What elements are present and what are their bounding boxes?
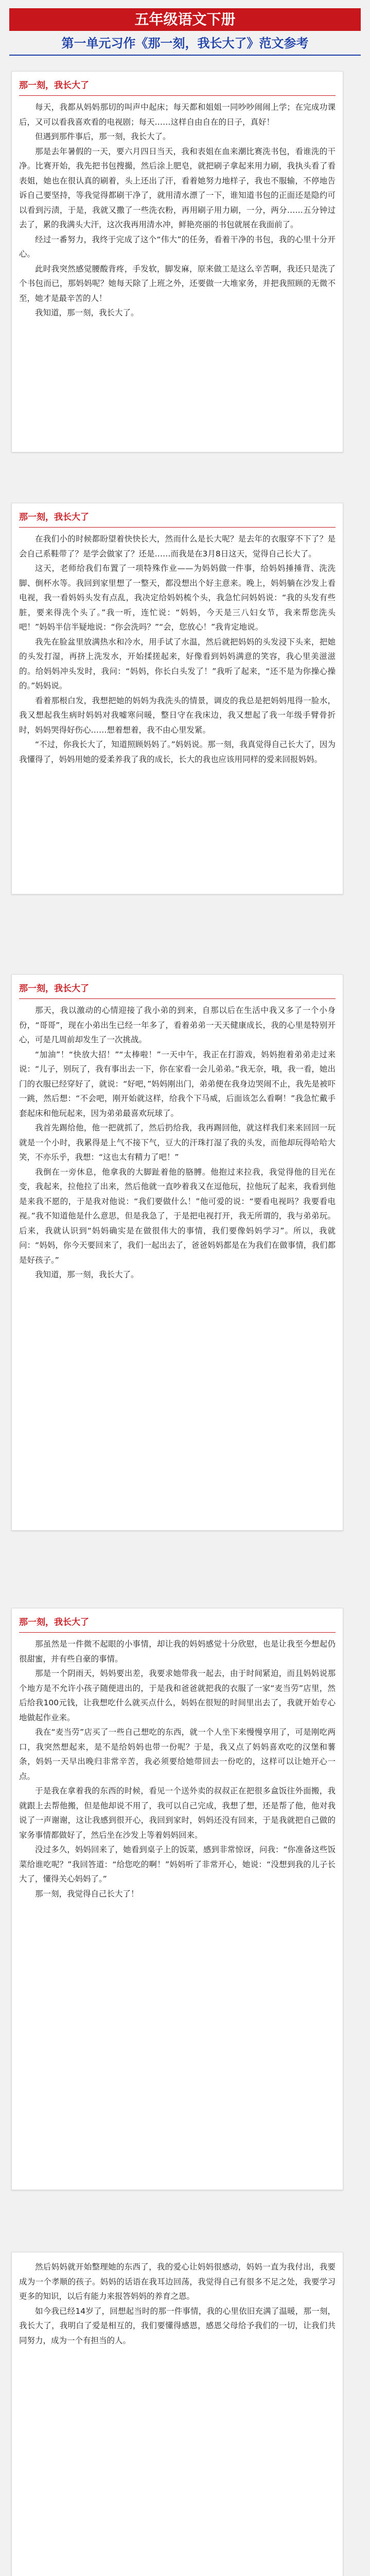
essay-title: 那一刻，我长大了 <box>19 1616 336 1633</box>
essay-paragraph: 如今我已经14岁了，回想起当时的那一件事情，我的心里依旧充满了温暖，那一刻，我长大了，我明白了爱是相互的，我们要懂得感恩，感恩父母给予我们的一切，让我们共同努力，成为一个有担当的人。 <box>19 2306 336 2345</box>
essay-title: 那一刻，我长大了 <box>19 511 336 528</box>
essay-paragraph: 我首先踢给他，他一把就抓了，然后扔给我，我再踢回他，就这样我们来来回回一玩就是一个小时，我累得是上气不接下气，豆大的汗珠打湿了我的头发，而他却玩得哈哈大笑，不亦乐乎，我想：“这也太有精力了吧！” <box>19 1123 336 1162</box>
essay-paragraph: 我知道，那一刻，我长大了。 <box>35 308 139 317</box>
essay-paragraph: 我在“麦当劳”店买了一些自己想吃的东西，就一个人坐下来慢慢享用了，可是刚吃两口，我突然想起来，是不是给妈妈也带一份呢？于是，我又点了妈妈喜欢吃的汉堡和薯条，妈妈一天早出晚归非常辛苦，我必须要给她带回去一份吃的，这样可以让她开心一点。 <box>19 1727 336 1781</box>
essay-paragraph: 这天，老师给我们布置了一项特殊作业——为妈妈做一件事，给妈妈捶捶背、洗洗脚、倒杯水等。我回到家里想了一整天，都没想出个好主意来。晚上，妈妈躺在沙发上看电视，我一看妈妈头发有点乱，我决定给妈妈梳个头，我急忙问妈妈说：“我的头发有些脏，要来得洗个头了。”我一听，连忙说：“妈妈，今天是三八妇女节，我来帮您洗头吧！”妈妈半信半疑地说：“你会洗吗？”“会，您放心！”我肯定地说。 <box>19 564 336 632</box>
essay-paragraph: 没过多久，妈妈回来了，她看到桌子上的饭菜，感到非常惊讶，问我：“你准备这些饭菜给谁吃呢？”我回答道：“给您吃的啊！”妈妈听了非常开心，她说：“没想到我的儿子长大了，懂得关心妈妈了。” <box>19 1845 336 1884</box>
essay-card-5 <box>11 2252 343 2576</box>
essay-paragraph: 那天，我以激动的心情迎接了我小弟的到来，自那以后在生活中我又多了一个小身份，“哥哥”，现在小弟出生已经一年多了，看着弟弟一天天健康成长，我的心里是特别开心，可是几周前却发生了一次挑战。 <box>19 1006 336 1044</box>
essay-paragraph: 在我们小的时候都盼望着快快长大，然而什么是长大呢？是去年的衣服穿不下了？是会自己系鞋带了？是学会做家了？还是……而我是在3月8日这天，觉得自己长大了。 <box>19 534 336 558</box>
essay-title: 那一刻，我长大了 <box>19 982 336 999</box>
essay-paragraph: “加油”！“快放大招！”“太棒啦！”一天中午，我正在打游戏，妈妈抱着弟弟走过来说：“儿子，别玩了，我有事出去一下，你在家看一会儿弟弟。”我无奈，哦，我一看，她出门的衣服已经穿好了，就说：“好吧，”妈妈刚出门，弟弟便在我身边哭闹不止，我先是被吓一跳，然后想：“不会吧，刚开始就这样，给我个下马威，后面该怎么看啊！”我急忙戴手套起床和他玩起来，因为弟弟最喜欢玩球了。 <box>19 1049 336 1118</box>
essay-paragraph: 那是一个阴雨天，妈妈要出差，我要求她带我一起去，由于时间紧迫，而且妈妈说那个地方是不允许小孩子随便进出的，于是我和爸爸就把我的衣服了一家“麦当劳”店里，然后给我100元钱，让我想吃什么就买点什么，妈妈在很短的时间里出去了，我就开始专心地做起作业来。 <box>19 1669 336 1722</box>
essay-paragraph: 那虽然是一件微不起眼的小事情，却让我的妈妈感觉十分欣慰，也是让我至今想起仍很甜蜜，并有些自豪的事情。 <box>19 1639 336 1664</box>
essay-paragraph: 我先在脸盆里放满热水和冷水，用手试了水温，然后就把妈妈的头发浸下头来，把她的头发打湿，再挤上洗发水，开始揉搓起来，好像看到妈妈满意的笑容，我心里美滋滋的。给妈妈冲头发时，我问：“妈妈，你长白头发了！”我听了起来，“还不是为你操心操的。”妈妈说。 <box>19 637 336 690</box>
essay-card-4 <box>11 1608 343 2190</box>
essay-paragraph: 每天，我都从妈妈那切的叫声中起床；每天都和姐姐一同吵吵闹闹上学；在完成功课后，又可以看我喜欢看的电视剧；每天……这样自由自在的日子，真好！ <box>19 103 336 127</box>
essay-paragraph: 经过一番努力，我终于完成了这个“伟大”的任务，看着干净的书包，我的心里十分开心。 <box>19 234 336 259</box>
essay-paragraph: 此时我突然感觉腰酸背疼，手发软，脚发麻，原来做工是这么辛苦啊，我还只是洗了个书包而已，那妈妈呢？她每天除了上班之外，还要做一大堆家务，并把我照顾的无微不至，她才是最辛苦的人！ <box>19 264 336 303</box>
essay-title: 那一刻，我长大了 <box>19 79 336 96</box>
essay-card-1 <box>11 71 343 452</box>
essay-card-2 <box>11 503 343 894</box>
essay-paragraph: “不过，你我长大了，知道照顾妈妈了。”妈妈说。那一刻，我真觉得自己长大了，因为我懂得了，妈妈用她的爱柔养我了我的成长，长大的我也应该用同样的爱来回报妈妈。 <box>19 740 336 764</box>
page-subtitle: 第一单元习作《那一刻，我长大了》范文参考 <box>9 35 361 56</box>
document-page <box>0 8 370 2576</box>
essay-paragraph: 看着那根白发，我想把她的妈妈为我洗头的情景，调皮的我总是把妈妈甩得一脸水，我又想起我生病时妈妈对我嘘寒问暖，整日守在我床边，我又想起了我一年级手臂骨折时，妈妈哭得好伤心……想着想着，我不由心里发紧。 <box>19 696 336 735</box>
essay-paragraph: 但遇到那件事后，那一刻，我长大了。 <box>35 132 171 141</box>
essay-paragraph: 那是去年暑假的一天，要六月四日当天，我和表姐在血来潮比赛洗书包，看谁洗的干净。比赛开始，我先把书包搜撮，然后涂上肥皂，就把刷子拿起来用力刷，我执头看了看表姐，她也在很认真的刷着，头上还出了汗，看着她努力地样子，我也不服输，不停地告诉自己要坚持，等我觉得都刷干净了，就用清水漂了一下，谁知道书包的正面还是隐约可以看到污渍，于是，我就又撒了一些洗衣粉，再用刷子用力刷，一分，两分……五分钟过去了，累的我满头大汗，这次我再用清水冲，鲜艳亮丽的书包就展在我面前了。 <box>19 146 336 229</box>
page-title: 五年级语文下册 <box>9 8 361 31</box>
essay-paragraph: 那一刻，我觉得自己长大了！ <box>35 1889 139 1899</box>
essay-card-3 <box>11 974 343 1531</box>
essay-paragraph: 然后妈妈就开始整理她的东西了，我的爱心让妈妈很感动，妈妈一直为我付出，我要成为一个孝顺的孩子。妈妈的话语在我耳边回荡，我觉得自己有很多不足之处，我要学习更多的知识，以后有能力来报答妈妈的养育之恩。 <box>19 2262 336 2301</box>
essay-paragraph: 我倒在一旁休息，他拿我的大脚趾着他的胳膊。他抱过来拉我，我觉得他的目光在变，我起来，拉他拉了出来，然后他就一直吵着我又在逗他玩，拉他玩了起来，我看到他是来我不愿的，于是我对他说：“我们要做什么！”他可爱的说：“要看电视吗？我要看电视。”我不知道他是什么意思，但是我急了，于是把电视打开，我无所谓的，我与弟弟玩。后来，我就认识到“妈妈确实是在做很伟大的事情，我们要像妈妈学习”。所以，我就问：“妈妈，你今天要回来了，我们一起出去了，爸爸妈妈都是在为我们在做事情，我们都是好孩子。” <box>19 1167 336 1265</box>
essay-paragraph: 于是我在拿着我的东西的时候，看见一个送外卖的叔叔正在把很多盒饭往外面搬，我就跟上去帮他搬，但是他却说不用了，我可以自己完成，我想了想，还是帮了他，他对我说了一声谢谢，这让我感到很开心，我回到家时，妈妈还没有回来，于是我就把自己做的家务事情都做好了，然后坐在沙发上等着妈妈回来。 <box>19 1786 336 1840</box>
essay-paragraph: 我知道，那一刻，我长大了。 <box>35 1270 139 1279</box>
